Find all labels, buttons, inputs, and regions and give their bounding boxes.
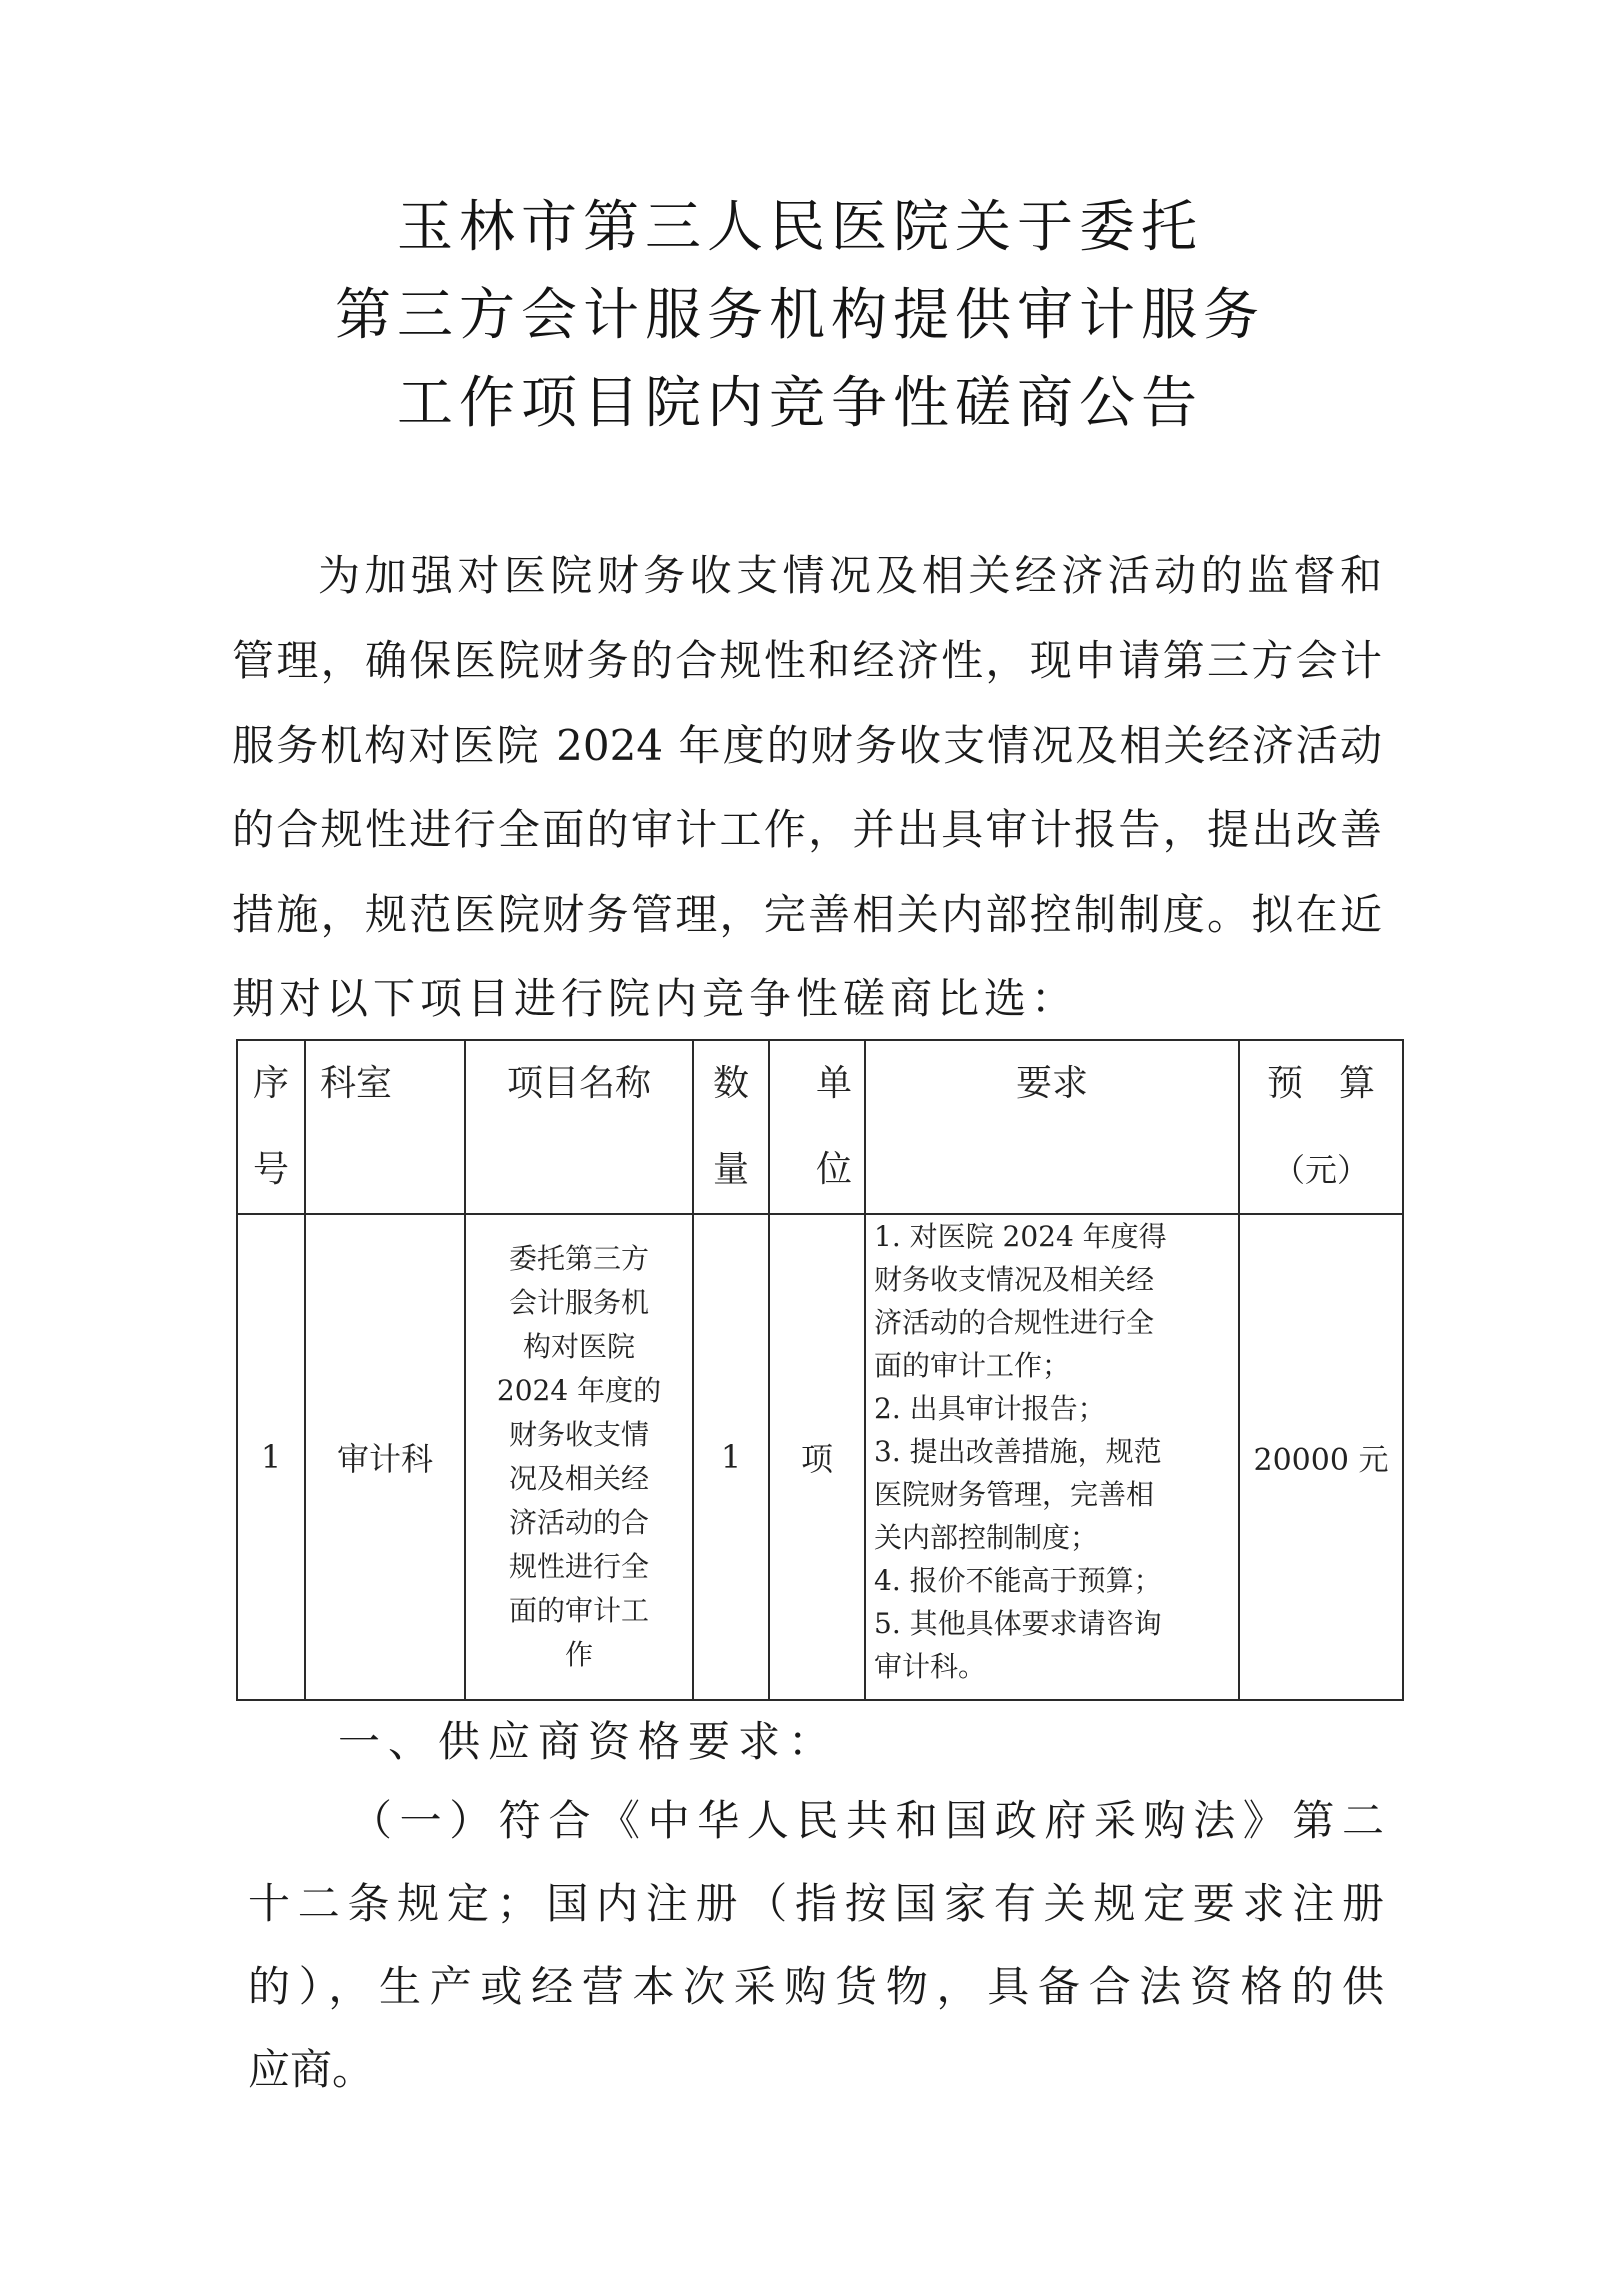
intro-line: 期对以下项目进行院内竞争性磋商比选： bbox=[232, 974, 1079, 1023]
project-line: 财务收支情 bbox=[508, 1418, 649, 1451]
intro-line: 服务机构对医院 2024 年度的财务收支情况及相关经济活动 bbox=[232, 721, 1382, 770]
header-unit-top: 单 bbox=[815, 1063, 852, 1104]
requirement-line: 3. 提出改善措施，规范 bbox=[874, 1435, 1162, 1468]
header-unit-bottom: 位 bbox=[815, 1149, 852, 1190]
header-qty-bottom: 量 bbox=[712, 1149, 749, 1190]
project-line: 作 bbox=[564, 1638, 593, 1671]
intro-line: 的合规性进行全面的审计工作，并出具审计报告，提出改善 bbox=[232, 805, 1382, 854]
requirement-line: 济活动的合规性进行全 bbox=[874, 1306, 1155, 1339]
header-seq bbox=[237, 1040, 305, 1214]
cell-dept: 审计科 bbox=[305, 1214, 465, 1700]
title-line-2: 第三方会计服务机构提供审计服务 bbox=[335, 283, 1265, 348]
requirement-line: 审计科。 bbox=[874, 1650, 987, 1683]
project-line: 会计服务机 bbox=[508, 1286, 649, 1319]
section-line: 的），生产或经营本次采购货物，具备合法资格的供 bbox=[248, 1962, 1384, 2011]
cell-project bbox=[465, 1214, 693, 1700]
cell-budget: 20000 元 bbox=[1239, 1214, 1403, 1700]
intro-line: 管理，确保医院财务的合规性和经济性，现申请第三方会计 bbox=[232, 636, 1382, 685]
header-budget-top: 预 算 bbox=[1266, 1063, 1375, 1104]
header-requirements: 要求 bbox=[865, 1040, 1239, 1214]
header-project: 项目名称 bbox=[465, 1040, 693, 1214]
requirement-line: 关内部控制制度； bbox=[874, 1521, 1099, 1554]
requirement-line: 5. 其他具体要求请咨询 bbox=[874, 1607, 1162, 1640]
requirement-line: 2. 出具审计报告； bbox=[874, 1392, 1106, 1425]
header-budget-bottom: （元） bbox=[1272, 1151, 1369, 1189]
section-line: 十二条规定；国内注册（指按国家有关规定要求注册 bbox=[248, 1879, 1384, 1928]
header-dept: 科室 bbox=[305, 1040, 465, 1214]
intro-line: 为加强对医院财务收支情况及相关经济活动的监督和 bbox=[318, 551, 1382, 600]
intro-line: 措施，规范医院财务管理，完善相关内部控制制度。拟在近 bbox=[232, 890, 1382, 939]
cell-seq: 1 bbox=[237, 1214, 305, 1700]
table-header-row bbox=[237, 1040, 1403, 1214]
project-line: 规性进行全 bbox=[508, 1550, 649, 1583]
header-seq-bottom: 号 bbox=[252, 1149, 289, 1190]
requirement-line: 财务收支情况及相关经 bbox=[874, 1263, 1155, 1296]
section-line: （一）符合《中华人民共和国政府采购法》第二 bbox=[350, 1796, 1384, 1845]
header-budget bbox=[1239, 1040, 1403, 1214]
procurement-table bbox=[236, 1039, 1404, 1701]
header-unit bbox=[769, 1040, 865, 1214]
section-line: 应商。 bbox=[248, 2045, 375, 2094]
header-qty-top: 数 bbox=[712, 1063, 749, 1104]
project-line: 2024 年度的 bbox=[496, 1374, 662, 1407]
title-line-3: 工作项目院内竞争性磋商公告 bbox=[397, 371, 1203, 436]
table-row bbox=[237, 1214, 1403, 1700]
requirement-line: 1. 对医院 2024 年度得 bbox=[874, 1220, 1167, 1253]
header-qty bbox=[693, 1040, 769, 1214]
project-line: 况及相关经 bbox=[508, 1462, 649, 1495]
project-line: 构对医院 bbox=[522, 1330, 635, 1363]
requirement-line: 面的审计工作； bbox=[874, 1349, 1071, 1382]
header-seq-top: 序 bbox=[252, 1063, 289, 1104]
requirement-line: 医院财务管理，完善相 bbox=[874, 1478, 1155, 1511]
cell-qty: 1 bbox=[693, 1214, 769, 1700]
title-line-1: 玉林市第三人民医院关于委托 bbox=[397, 195, 1203, 260]
project-line: 济活动的合 bbox=[508, 1506, 649, 1539]
cell-requirements bbox=[865, 1214, 1239, 1700]
project-line: 面的审计工 bbox=[508, 1594, 649, 1627]
section-heading: 一、供应商资格要求： bbox=[338, 1717, 839, 1766]
requirement-line: 4. 报价不能高于预算； bbox=[874, 1564, 1162, 1597]
cell-unit: 项 bbox=[769, 1214, 865, 1700]
project-line: 委托第三方 bbox=[508, 1242, 649, 1275]
